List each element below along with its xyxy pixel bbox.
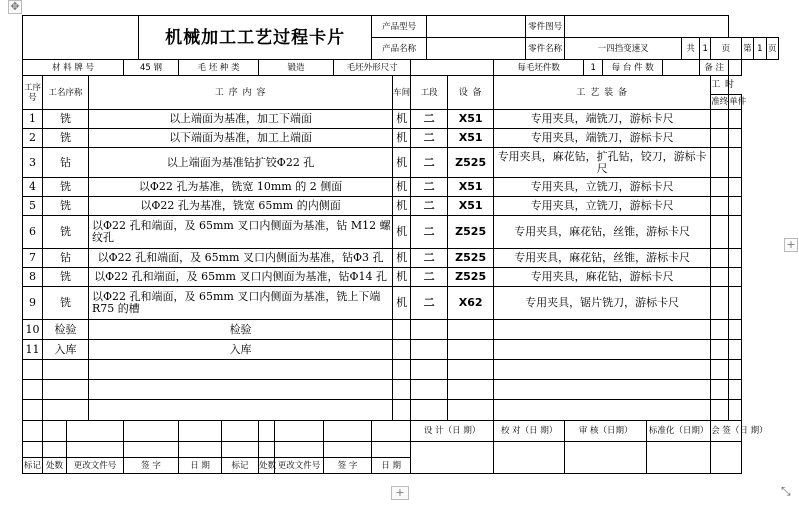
- op-equipment[interactable]: [448, 320, 494, 340]
- blank-size-label[interactable]: 毛坯外形尺寸: [334, 60, 411, 76]
- blank-cell[interactable]: [411, 360, 448, 380]
- blank-cell[interactable]: [23, 360, 43, 380]
- rev-mark-label-2[interactable]: 标记: [222, 458, 259, 474]
- blank-cell[interactable]: [43, 442, 67, 458]
- op-unit-time[interactable]: [729, 110, 741, 129]
- page-unit-2[interactable]: 页: [766, 38, 778, 60]
- op-name[interactable]: 铣: [43, 268, 89, 287]
- op-tooling[interactable]: 专用夹具，锯片铣刀，游标卡尺: [494, 287, 711, 320]
- product-model-value[interactable]: [427, 16, 526, 38]
- col-equipment-header[interactable]: 设 备: [448, 76, 494, 110]
- op-unit-time[interactable]: [729, 178, 741, 197]
- blank-cell[interactable]: [711, 380, 729, 400]
- op-equipment[interactable]: [448, 340, 494, 360]
- blank-cell[interactable]: [275, 421, 324, 442]
- op-tooling[interactable]: 专用夹具，麻花钻，丝锥，游标卡尺: [494, 216, 711, 249]
- blank-cell[interactable]: [448, 400, 494, 421]
- blank-cell[interactable]: [222, 421, 259, 442]
- blank-corner-cell[interactable]: [23, 16, 139, 60]
- op-workshop[interactable]: 机: [393, 129, 411, 148]
- op-content[interactable]: 以上端面为基准，加工下端面: [89, 110, 393, 129]
- op-prep-time[interactable]: [711, 249, 729, 268]
- op-section[interactable]: [411, 320, 448, 340]
- countersign-label[interactable]: 会 签（日 期）: [711, 421, 742, 442]
- blank-cell[interactable]: [729, 380, 741, 400]
- op-name[interactable]: 钻: [43, 148, 89, 178]
- op-workshop[interactable]: 机: [393, 197, 411, 216]
- blank-cell[interactable]: [494, 380, 711, 400]
- rev-date-label-2[interactable]: 日 期: [372, 458, 411, 474]
- op-unit-time[interactable]: [729, 216, 741, 249]
- material-label[interactable]: 材 料 牌 号: [23, 60, 124, 76]
- review-label[interactable]: 校 对（日 期）: [494, 421, 565, 442]
- op-workshop[interactable]: 机: [393, 249, 411, 268]
- product-name-value[interactable]: [427, 38, 526, 60]
- blank-cell[interactable]: [393, 380, 411, 400]
- op-section[interactable]: 二: [411, 110, 448, 129]
- op-section[interactable]: 二: [411, 216, 448, 249]
- op-tooling[interactable]: 专用夹具，麻花钻，扩孔钻，铰刀，游标卡尺: [494, 148, 711, 178]
- op-prep-time[interactable]: [711, 268, 729, 287]
- op-section[interactable]: 二: [411, 148, 448, 178]
- review-value[interactable]: [494, 442, 565, 474]
- op-section[interactable]: 二: [411, 129, 448, 148]
- per-blank-value[interactable]: 1: [584, 60, 603, 76]
- blank-cell[interactable]: [43, 380, 89, 400]
- op-no[interactable]: 7: [23, 249, 43, 268]
- per-unit-label[interactable]: 每 台 件 数: [603, 60, 663, 76]
- rev-count-label-2[interactable]: 处数: [259, 458, 275, 474]
- blank-cell[interactable]: [393, 360, 411, 380]
- design-value[interactable]: [411, 442, 494, 474]
- blank-cell[interactable]: [67, 421, 124, 442]
- table-move-icon[interactable]: ✥: [8, 0, 22, 14]
- op-workshop[interactable]: [393, 320, 411, 340]
- op-content[interactable]: 检验: [89, 320, 393, 340]
- rev-date-label[interactable]: 日 期: [179, 458, 222, 474]
- total-label[interactable]: 共: [682, 38, 700, 60]
- blank-cell[interactable]: [372, 442, 411, 458]
- audit-label[interactable]: 审 核（日期）: [565, 421, 647, 442]
- blank-cell[interactable]: [494, 400, 711, 421]
- op-no[interactable]: 10: [23, 320, 43, 340]
- rev-doc-label-2[interactable]: 更改文件号: [275, 458, 324, 474]
- op-content[interactable]: 以Φ22 孔为基准，铣宽 10mm 的 2 侧面: [89, 178, 393, 197]
- op-no[interactable]: 4: [23, 178, 43, 197]
- op-tooling[interactable]: 专用夹具，麻花钻，游标卡尺: [494, 268, 711, 287]
- blank-cell[interactable]: [259, 442, 275, 458]
- blank-cell[interactable]: [393, 400, 411, 421]
- op-section[interactable]: 二: [411, 197, 448, 216]
- op-name[interactable]: 铣: [43, 197, 89, 216]
- op-equipment[interactable]: X51: [448, 178, 494, 197]
- op-name[interactable]: 铣: [43, 178, 89, 197]
- blank-cell[interactable]: [67, 442, 124, 458]
- op-prep-time[interactable]: [711, 148, 729, 178]
- op-no[interactable]: 9: [23, 287, 43, 320]
- blank-cell[interactable]: [43, 400, 89, 421]
- op-content[interactable]: 以下端面为基准，加工上端面: [89, 129, 393, 148]
- op-unit-time[interactable]: [729, 148, 741, 178]
- op-no[interactable]: 5: [23, 197, 43, 216]
- material-value[interactable]: 45 钢: [124, 60, 179, 76]
- page-label[interactable]: 第: [741, 38, 753, 60]
- op-unit-time[interactable]: [729, 197, 741, 216]
- op-no[interactable]: 6: [23, 216, 43, 249]
- op-equipment[interactable]: Z525: [448, 249, 494, 268]
- standard-value[interactable]: [647, 442, 711, 474]
- part-drawing-value[interactable]: [565, 16, 729, 38]
- blank-cell[interactable]: [89, 360, 393, 380]
- op-content[interactable]: 以上端面为基准钻扩铰Φ22 孔: [89, 148, 393, 178]
- col-time-header[interactable]: 工 时: [711, 76, 729, 95]
- op-content[interactable]: 以Φ22 孔和端面，及 65mm 叉口内侧面为基准，钻 M12 螺纹孔: [89, 216, 393, 249]
- blank-size-value[interactable]: [411, 60, 494, 76]
- op-content[interactable]: 以Φ22 孔和端面，及 65mm 叉口内侧面为基准，钻Φ3 孔: [89, 249, 393, 268]
- col-tooling-header[interactable]: 工 艺 装 备: [494, 76, 711, 110]
- remarks-label[interactable]: 备 注: [700, 60, 729, 76]
- op-workshop[interactable]: 机: [393, 178, 411, 197]
- op-tooling[interactable]: 专用夹具，立铣刀，游标卡尺: [494, 197, 711, 216]
- blank-cell[interactable]: [494, 360, 711, 380]
- op-prep-time[interactable]: [711, 129, 729, 148]
- blank-cell[interactable]: [448, 360, 494, 380]
- part-name-value[interactable]: 一四挡变速叉: [565, 38, 682, 60]
- op-no[interactable]: 1: [23, 110, 43, 129]
- op-unit-time[interactable]: [729, 320, 741, 340]
- op-prep-time[interactable]: [711, 216, 729, 249]
- blank-cell[interactable]: [43, 421, 67, 442]
- op-equipment[interactable]: Z525: [448, 148, 494, 178]
- op-no[interactable]: 11: [23, 340, 43, 360]
- blank-cell[interactable]: [411, 400, 448, 421]
- op-tooling[interactable]: 专用夹具，立铣刀，游标卡尺: [494, 178, 711, 197]
- op-prep-time[interactable]: [711, 197, 729, 216]
- blank-cell[interactable]: [729, 400, 741, 421]
- blank-cell[interactable]: [23, 442, 43, 458]
- op-content[interactable]: 以Φ22 孔和端面，及 65mm 叉口内侧面为基准，钻Φ14 孔: [89, 268, 393, 287]
- op-prep-time[interactable]: [711, 178, 729, 197]
- op-workshop[interactable]: 机: [393, 268, 411, 287]
- col-seq-header[interactable]: 工序号: [23, 76, 43, 110]
- part-name-label[interactable]: 零件名称: [526, 38, 565, 60]
- op-prep-time[interactable]: [711, 287, 729, 320]
- rev-mark-label[interactable]: 标记: [23, 458, 43, 474]
- op-section[interactable]: 二: [411, 268, 448, 287]
- op-prep-time[interactable]: [711, 110, 729, 129]
- col-unit-header[interactable]: 单件: [729, 95, 741, 110]
- product-model-label[interactable]: 产品型号: [372, 16, 427, 38]
- col-section-header[interactable]: 工段: [411, 76, 448, 110]
- op-prep-time[interactable]: [711, 340, 729, 360]
- col-content-header[interactable]: 工 序 内 容: [89, 76, 393, 110]
- op-name[interactable]: 检验: [43, 320, 89, 340]
- blank-cell[interactable]: [89, 400, 393, 421]
- blank-cell[interactable]: [411, 380, 448, 400]
- design-label[interactable]: 设 计（日 期）: [411, 421, 494, 442]
- blank-cell[interactable]: [372, 421, 411, 442]
- blank-cell[interactable]: [124, 421, 179, 442]
- card-title[interactable]: 机械加工工艺过程卡片: [139, 16, 372, 60]
- audit-value[interactable]: [565, 442, 647, 474]
- blank-cell[interactable]: [179, 421, 222, 442]
- rev-count-label[interactable]: 处数: [43, 458, 67, 474]
- op-name[interactable]: 钻: [43, 249, 89, 268]
- col-workshop-header[interactable]: 车间: [393, 76, 411, 110]
- blank-cell[interactable]: [324, 442, 372, 458]
- op-equipment[interactable]: Z525: [448, 268, 494, 287]
- rev-doc-label[interactable]: 更改文件号: [67, 458, 124, 474]
- table-resize-icon[interactable]: ⤡: [781, 484, 791, 498]
- op-workshop[interactable]: 机: [393, 110, 411, 129]
- op-name[interactable]: 铣: [43, 216, 89, 249]
- col-name-header[interactable]: 工名序称: [43, 76, 89, 110]
- op-content[interactable]: 以Φ22 孔和端面，及 65mm 叉口内侧面为基准，铣上下端 R75 的槽: [89, 287, 393, 320]
- blank-cell[interactable]: [43, 360, 89, 380]
- remarks-value[interactable]: [729, 60, 741, 76]
- add-row-plus-icon[interactable]: +: [391, 486, 409, 500]
- op-prep-time[interactable]: [711, 320, 729, 340]
- blank-cell[interactable]: [259, 421, 275, 442]
- per-unit-value[interactable]: [663, 60, 700, 76]
- op-section[interactable]: 二: [411, 249, 448, 268]
- op-name[interactable]: 铣: [43, 287, 89, 320]
- rev-sign-label[interactable]: 签 字: [124, 458, 179, 474]
- standard-label[interactable]: 标准化（日期）: [647, 421, 711, 442]
- op-name[interactable]: 入库: [43, 340, 89, 360]
- add-column-plus-icon[interactable]: +: [784, 238, 798, 252]
- col-prep-header[interactable]: 准终: [711, 95, 729, 110]
- op-no[interactable]: 8: [23, 268, 43, 287]
- op-no[interactable]: 3: [23, 148, 43, 178]
- op-unit-time[interactable]: [729, 287, 741, 320]
- page-number[interactable]: 1: [754, 38, 766, 60]
- process-card-table: [22, 15, 779, 474]
- op-section[interactable]: 二: [411, 287, 448, 320]
- blank-cell[interactable]: [729, 360, 741, 380]
- blank-cell[interactable]: [275, 442, 324, 458]
- blank-type-label[interactable]: 毛 坯 种 类: [179, 60, 259, 76]
- op-tooling[interactable]: [494, 320, 711, 340]
- part-drawing-label[interactable]: 零件图号: [526, 16, 565, 38]
- op-unit-time[interactable]: [729, 249, 741, 268]
- op-name[interactable]: 铣: [43, 110, 89, 129]
- op-workshop[interactable]: 机: [393, 287, 411, 320]
- blank-cell[interactable]: [23, 380, 43, 400]
- op-equipment[interactable]: X51: [448, 110, 494, 129]
- op-tooling[interactable]: 专用夹具，端铣刀，游标卡尺: [494, 110, 711, 129]
- blank-cell[interactable]: [324, 421, 372, 442]
- blank-cell[interactable]: [89, 380, 393, 400]
- blank-cell[interactable]: [711, 400, 729, 421]
- op-equipment[interactable]: Z525: [448, 216, 494, 249]
- op-no[interactable]: 2: [23, 129, 43, 148]
- blank-cell[interactable]: [179, 442, 222, 458]
- op-section[interactable]: 二: [411, 178, 448, 197]
- product-name-label[interactable]: 产品名称: [372, 38, 427, 60]
- op-name[interactable]: 铣: [43, 129, 89, 148]
- page-unit[interactable]: 页: [711, 38, 742, 60]
- op-workshop[interactable]: [393, 340, 411, 360]
- blank-cell[interactable]: [23, 421, 43, 442]
- blank-type-value[interactable]: 锻造: [259, 60, 334, 76]
- blank-cell[interactable]: [124, 442, 179, 458]
- op-workshop[interactable]: 机: [393, 148, 411, 178]
- op-tooling[interactable]: [494, 340, 711, 360]
- op-equipment[interactable]: X62: [448, 287, 494, 320]
- op-unit-time[interactable]: [729, 340, 741, 360]
- rev-sign-label-2[interactable]: 签 字: [324, 458, 372, 474]
- blank-cell[interactable]: [222, 442, 259, 458]
- op-equipment[interactable]: X51: [448, 197, 494, 216]
- op-unit-time[interactable]: [729, 268, 741, 287]
- op-section[interactable]: [411, 340, 448, 360]
- total-pages[interactable]: 1: [700, 38, 711, 60]
- op-content[interactable]: 入库: [89, 340, 393, 360]
- op-workshop[interactable]: 机: [393, 216, 411, 249]
- op-equipment[interactable]: X51: [448, 129, 494, 148]
- op-unit-time[interactable]: [729, 129, 741, 148]
- op-tooling[interactable]: 专用夹具，麻花钻，丝锥，游标卡尺: [494, 249, 711, 268]
- blank-cell[interactable]: [23, 400, 43, 421]
- blank-cell[interactable]: [711, 360, 729, 380]
- op-tooling[interactable]: 专用夹具，端铣刀，游标卡尺: [494, 129, 711, 148]
- blank-cell[interactable]: [448, 380, 494, 400]
- op-content[interactable]: 以Φ22 孔为基准，铣宽 65mm 的内侧面: [89, 197, 393, 216]
- per-blank-label[interactable]: 每毛坯件数: [494, 60, 584, 76]
- countersign-value[interactable]: [711, 442, 742, 474]
